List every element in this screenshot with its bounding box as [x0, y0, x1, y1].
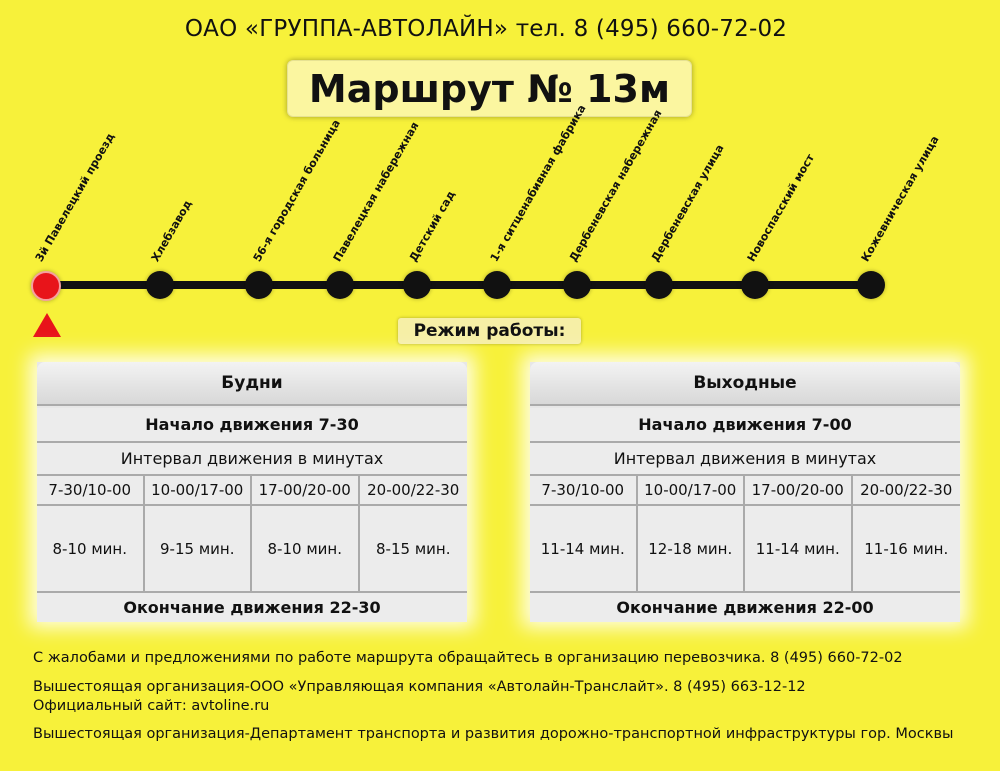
period-cell: 17-00/20-00 [252, 476, 360, 506]
stop-marker [146, 271, 174, 299]
period-cell: 17-00/20-00 [745, 476, 853, 506]
stop-label: Павелецкая набережная [330, 119, 422, 264]
weekdays-start: Начало движения 7-30 [37, 408, 467, 443]
stop-marker [403, 271, 431, 299]
route-title: Маршрут № 13м [287, 60, 692, 117]
period-cell: 7-30/10-00 [37, 476, 145, 506]
interval-cell: 11-16 мин. [864, 539, 949, 558]
weekdays-title: Будни [37, 362, 467, 406]
stop-label: Дербеневская улица [648, 142, 727, 264]
interval-cell: 11-14 мин. [745, 506, 853, 591]
stop-label: Новоспасский мост [744, 151, 818, 264]
stop-marker-start [31, 271, 61, 301]
stop-marker [741, 271, 769, 299]
interval-cell: 12-18 мин. [638, 506, 746, 591]
department-note: Вышестоящая организация-Департамент транспорта и развития дорожно-транспортной инфраструктуры гор. Москвы [33, 726, 954, 742]
stop-marker [483, 271, 511, 299]
mode-label: Режим работы: [398, 318, 581, 344]
stop-label: Кожевническая улица [858, 133, 942, 264]
stop-label: 1-я ситценабивная фабрика [487, 102, 589, 264]
start-triangle-icon [33, 313, 61, 337]
stop-label: Детский сад [406, 188, 458, 264]
weekends-interval-grid [530, 476, 960, 591]
period-cell: 20-00/22-30 [853, 476, 961, 506]
stop-label: Хлебзавод [148, 197, 195, 264]
weekends-title: Выходные [530, 362, 960, 406]
weekdays-end: Окончание движения 22-30 [37, 591, 467, 622]
weekends-interval-label: Интервал движения в минутах [530, 443, 960, 476]
interval-cell: 11-14 мин. [530, 506, 638, 591]
stop-label: Дербеневская набережная [566, 107, 665, 264]
weekdays-interval-label: Интервал движения в минутах [37, 443, 467, 476]
weekends-end: Окончание движения 22-00 [530, 591, 960, 622]
weekdays-interval-grid [37, 476, 467, 591]
interval-cell: 9-15 мин. [145, 506, 253, 591]
stop-marker [857, 271, 885, 299]
complaints-note: С жалобами и предложениями по работе маршрута обращайтесь в организацию перевозчика. 8 (495) 660-72-02 [33, 650, 903, 666]
stop-label: 56-я городская больница [250, 117, 343, 265]
official-site: Официальный сайт: avtoline.ru [33, 698, 270, 714]
parent-organization: Вышестоящая организация-ООО «Управляющая компания «Автолайн-Транслайт». 8 (495) 663-12-12 [33, 679, 806, 695]
period-cell: 10-00/17-00 [145, 476, 253, 506]
weekdays-schedule [37, 362, 467, 620]
period-cell: 20-00/22-30 [360, 476, 468, 506]
stop-marker [563, 271, 591, 299]
period-cell: 7-30/10-00 [530, 476, 638, 506]
interval-cell: 8-10 мин. [37, 506, 145, 591]
stop-label: 3й Павелецкий проезд [32, 130, 118, 264]
weekends-schedule [530, 362, 960, 620]
route-scheme [0, 0, 1000, 340]
period-cell: 10-00/17-00 [638, 476, 746, 506]
weekends-start: Начало движения 7-00 [530, 408, 960, 443]
interval-cell: 8-10 мин. [252, 506, 360, 591]
stop-marker [326, 271, 354, 299]
company-header: ОАО «ГРУППА-АВТОЛАЙН» тел. 8 (495) 660-72-02 [184, 16, 788, 42]
stop-marker [245, 271, 273, 299]
interval-cell: 8-15 мин. [376, 539, 451, 558]
stop-marker [645, 271, 673, 299]
